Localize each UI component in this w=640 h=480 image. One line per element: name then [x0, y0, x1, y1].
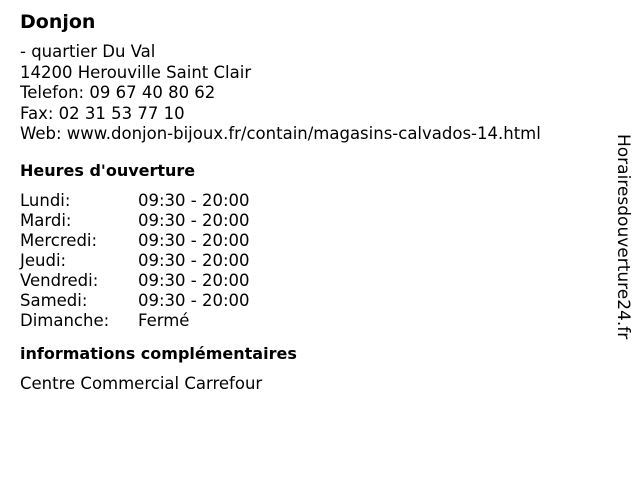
time-value: 09:30 - 20:00 — [138, 210, 250, 230]
hours-row-friday — [20, 271, 600, 291]
phone-row — [20, 83, 600, 104]
day-label: Mardi: — [20, 210, 72, 230]
info-text: Centre Commercial Carrefour — [20, 373, 263, 393]
time-value: Fermé — [138, 310, 190, 330]
address-line-1: - quartier Du Val — [20, 42, 156, 61]
hours-row-saturday — [20, 291, 600, 311]
time-value: 09:30 - 20:00 — [138, 250, 250, 270]
web-label: Web: — [20, 124, 62, 143]
business-name: Donjon — [20, 11, 96, 33]
time-value: 09:30 - 20:00 — [138, 230, 250, 250]
hours-row-wednesday — [20, 231, 600, 251]
hours-heading: Heures d'ouverture — [20, 160, 196, 180]
hours-row-thursday — [20, 251, 600, 271]
time-value: 09:30 - 20:00 — [138, 190, 250, 210]
contact-block — [20, 42, 600, 145]
day-label: Dimanche: — [20, 310, 110, 330]
web-row — [20, 124, 600, 145]
hours-table — [20, 191, 600, 331]
phone-number[interactable]: 09 67 40 80 62 — [89, 83, 216, 102]
business-card — [20, 10, 600, 394]
web-link[interactable]: www.donjon-bijoux.fr/contain/magasins-calvados-14.html — [66, 124, 541, 143]
fax-number: 02 31 53 77 10 — [58, 103, 185, 123]
fax-row — [20, 104, 600, 125]
day-label: Jeudi: — [20, 250, 67, 270]
day-label: Mercredi: — [20, 230, 98, 250]
hours-row-tuesday — [20, 211, 600, 231]
address-line-2: 14200 Herouville Saint Clair — [20, 62, 252, 82]
time-value: 09:30 - 20:00 — [138, 270, 250, 290]
hours-row-monday — [20, 191, 600, 211]
time-value: 09:30 - 20:00 — [138, 290, 250, 310]
info-heading: informations complémentaires — [20, 343, 297, 363]
site-watermark: Horairesdouverture24.fr — [613, 134, 633, 340]
day-label: Vendredi: — [20, 270, 99, 290]
day-label: Samedi: — [20, 290, 88, 310]
day-label: Lundi: — [20, 190, 71, 210]
hours-row-sunday — [20, 311, 600, 331]
phone-label: Telefon: — [20, 83, 85, 102]
fax-label: Fax: — [20, 103, 54, 123]
